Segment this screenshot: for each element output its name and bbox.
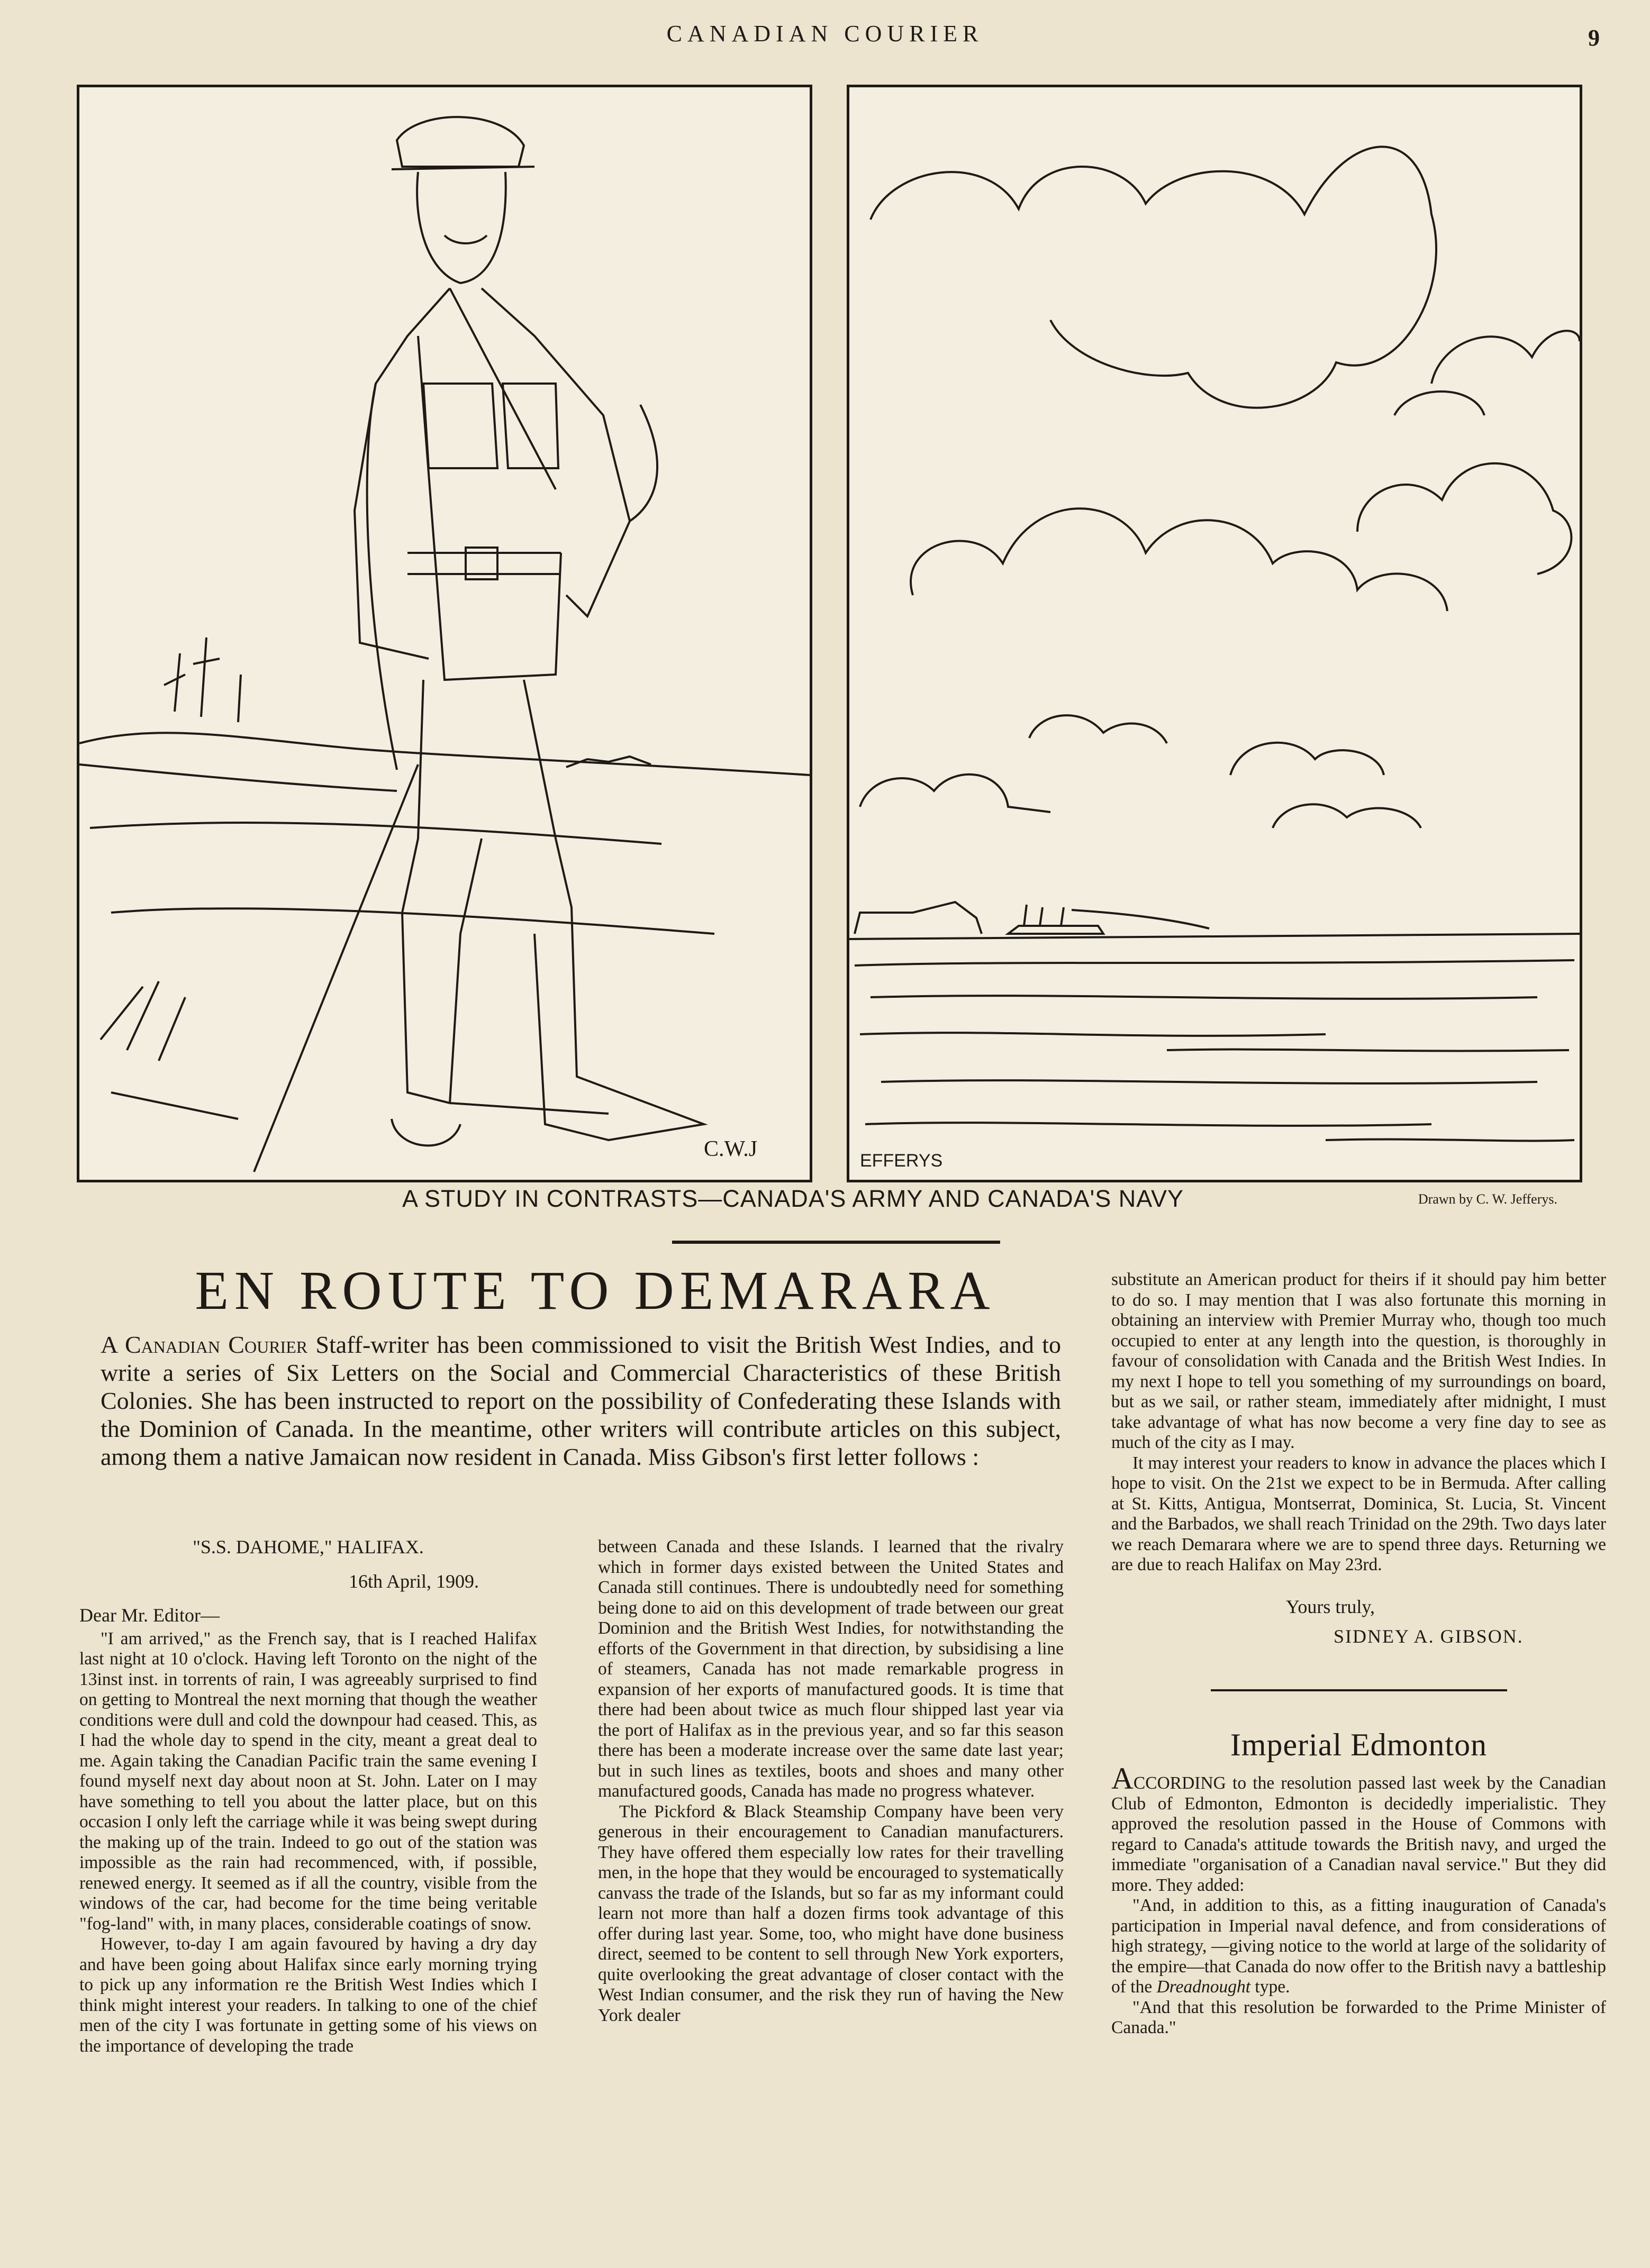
navy-illustration — [847, 85, 1582, 1182]
dateline-place: "S.S. DAHOME," HALIFAX. — [193, 1536, 424, 1557]
paragraph: However, to-day I am again favoured by having a dry day and have been going about Halifax since early morning trying to pick up any information re the British West Indies which I think might interest your readers. In talking to one of the chief men of the city I was fortunate in getting some of his views on the importance of developing the trade — [79, 1934, 537, 2056]
soldier-drawing — [79, 87, 810, 1180]
sidebar-paragraph-2b: type. — [1250, 1977, 1290, 1997]
article-title: EN ROUTE TO DEMARARA — [195, 1260, 996, 1321]
article-column-3 — [1111, 1270, 1606, 2038]
sidebar-paragraph-1: CCORDING to the resolution passed last week by the Canadian Club of Edmonton, Edmonton is decidedly imperialistic. They approved the resolution passed in the House of Commons with regard to Canada's attitude towards the British navy, and urged the immediate "organisation of a Canadian naval service." But they did more. They added: — [1111, 1773, 1606, 1895]
dateline-date: 16th April, 1909. — [348, 1570, 479, 1592]
intro-lead: A — [101, 1331, 117, 1358]
drop-cap: A — [1111, 1761, 1134, 1796]
sidebar-paragraph-2a: "And, in addition to this, as a fitting inauguration of Canada's participation in Imperial naval defence, and from considerations of high strategy, —giving notice to the world at large of the solidarity of the empire—that Canada do now offer to the British navy a battleship of the — [1111, 1896, 1606, 1997]
article-column-1 — [79, 1537, 537, 2056]
sidebar-title: Imperial Edmonton — [1230, 1727, 1488, 1762]
illustration-caption: A STUDY IN CONTRASTS—CANADA'S ARMY AND CANADA'S NAVY — [402, 1185, 1184, 1212]
closing: Yours truly, — [1286, 1596, 1375, 1617]
signature: SIDNEY A. GIBSON. — [1334, 1626, 1524, 1647]
illustration-credit: Drawn by C. W. Jefferys. — [1418, 1191, 1557, 1207]
right-signature: EFFERYS — [860, 1151, 943, 1171]
page-number: 9 — [1588, 25, 1600, 51]
title-rule — [672, 1241, 1000, 1244]
paragraph: It may interest your readers to know in advance the places which I hope to visit. On the 21st we expect to be in Bermuda. After calling at St. Kitts, Antigua, Montserrat, Dominica, St. Lucia, St. Vincent and the Barbados, we shall reach Trinidad on the 29th. Two days later we reach Demarara where we are to spend three days. Returning we are due to reach Halifax on May 23rd. — [1111, 1453, 1606, 1574]
intro-text: Staff-writer has been commissioned to visit the British West Indies, and to write a series of Six Letters on the Social and Commercial Characteristics of these British Colonies. She has been instructed to report on the possibility of Confederating these Islands with the Dominion of Canada. In the meantime, other writers will contribute articles on this subject, among them a native Jamaican now resident in Canada. Miss Gibson's first letter follows : — [101, 1331, 1061, 1470]
paragraph: The Pickford & Black Steamship Company have been very generous in their encouragement to Canadian manufacturers. They have offered them especially low rates for their travelling men, in the hope that they would be encouraged to systematically canvass the trade of the Islands, but so far as my informant could learn not more than half a dozen firms took advantage of this offer during last year. Some, too, who might have done business direct, seemed to be content to sell through New York exporters, quite overlooking the great advantage of closer contact with the West Indian consumer, and the risk they run of having the New York dealer — [598, 1801, 1064, 2025]
paragraph — [1111, 1896, 1606, 1998]
paragraph — [1111, 1761, 1606, 1896]
left-signature: C.W.J — [704, 1137, 758, 1161]
intro-publication-name: Canadian Courier — [125, 1331, 308, 1358]
article-intro — [101, 1331, 1061, 1471]
army-illustration — [77, 85, 812, 1182]
paragraph: substitute an American product for theirs if it should pay him better to do so. I may mention that I was also fortunate this morning in obtaining an interview with Premier Murray who, though too much occupied to enter at any length into the question, is thoroughly in favour of consolidation with Canada and the British West Indies. In my next I hope to tell you something of my surroundings on board, but as we sail, or rather steam, immediately after midnight, I must take advantage of what has now become a very fine day to see as much of the city as I may. — [1111, 1270, 1606, 1452]
section-divider — [1211, 1689, 1507, 1691]
salutation: Dear Mr. Editor— — [79, 1605, 220, 1626]
sea-drawing — [849, 87, 1580, 1180]
masthead: CANADIAN COURIER — [666, 21, 984, 47]
paragraph: between Canada and these Islands. I learned that the rivalry which in former days existed between the United States and Canada still continues. There is undoubtedly need for something being done to aid on this development of trade between our great Dominion and the British West Indies, for notwithstanding the efforts of the Government in that direction, by subsidising a line of steamers, Canada has not made remarkable progress in expansion of her exports of manufactured goods. It is time that there had been about twice as much flour shipped last year via the port of Halifax as in the previous year, and so far this season there has been a moderate increase over the same date last year; but in such lines as textiles, boots and shoes and many other manufactured goods, Canada has made no progress whatever. — [598, 1537, 1064, 1801]
paragraph: "And that this resolution be forwarded to the Prime Minister of Canada." — [1111, 1997, 1606, 2037]
article-column-2 — [598, 1537, 1064, 2026]
ship-name: Dreadnought — [1156, 1977, 1251, 1997]
paragraph: "I am arrived," as the French say, that is I reached Halifax last night at 10 o'clock. Having left Toronto on the night of the 13inst inst. in torrents of rain, I was agreeably surprised to find on getting to Montreal the next morning that though the weather conditions were dull and cold the downpour had ceased. This, as I had the whole day to spend in the city, meant a great deal to me. Again taking the Canadian Pacific train the same evening I found myself next day about noon at St. John. Later on I may have something to tell you about the latter place, but on this occasion I only left the carriage while it was being swept during the making up of the train. Indeed to go out of the station was impossible as the rain had recommenced, with, if possible, renewed energy. It seemed as if all the country, visible from the windows of the car, had become for the time being veritable "fog-land" with, in many places, considerable coatings of snow. — [79, 1628, 537, 1934]
